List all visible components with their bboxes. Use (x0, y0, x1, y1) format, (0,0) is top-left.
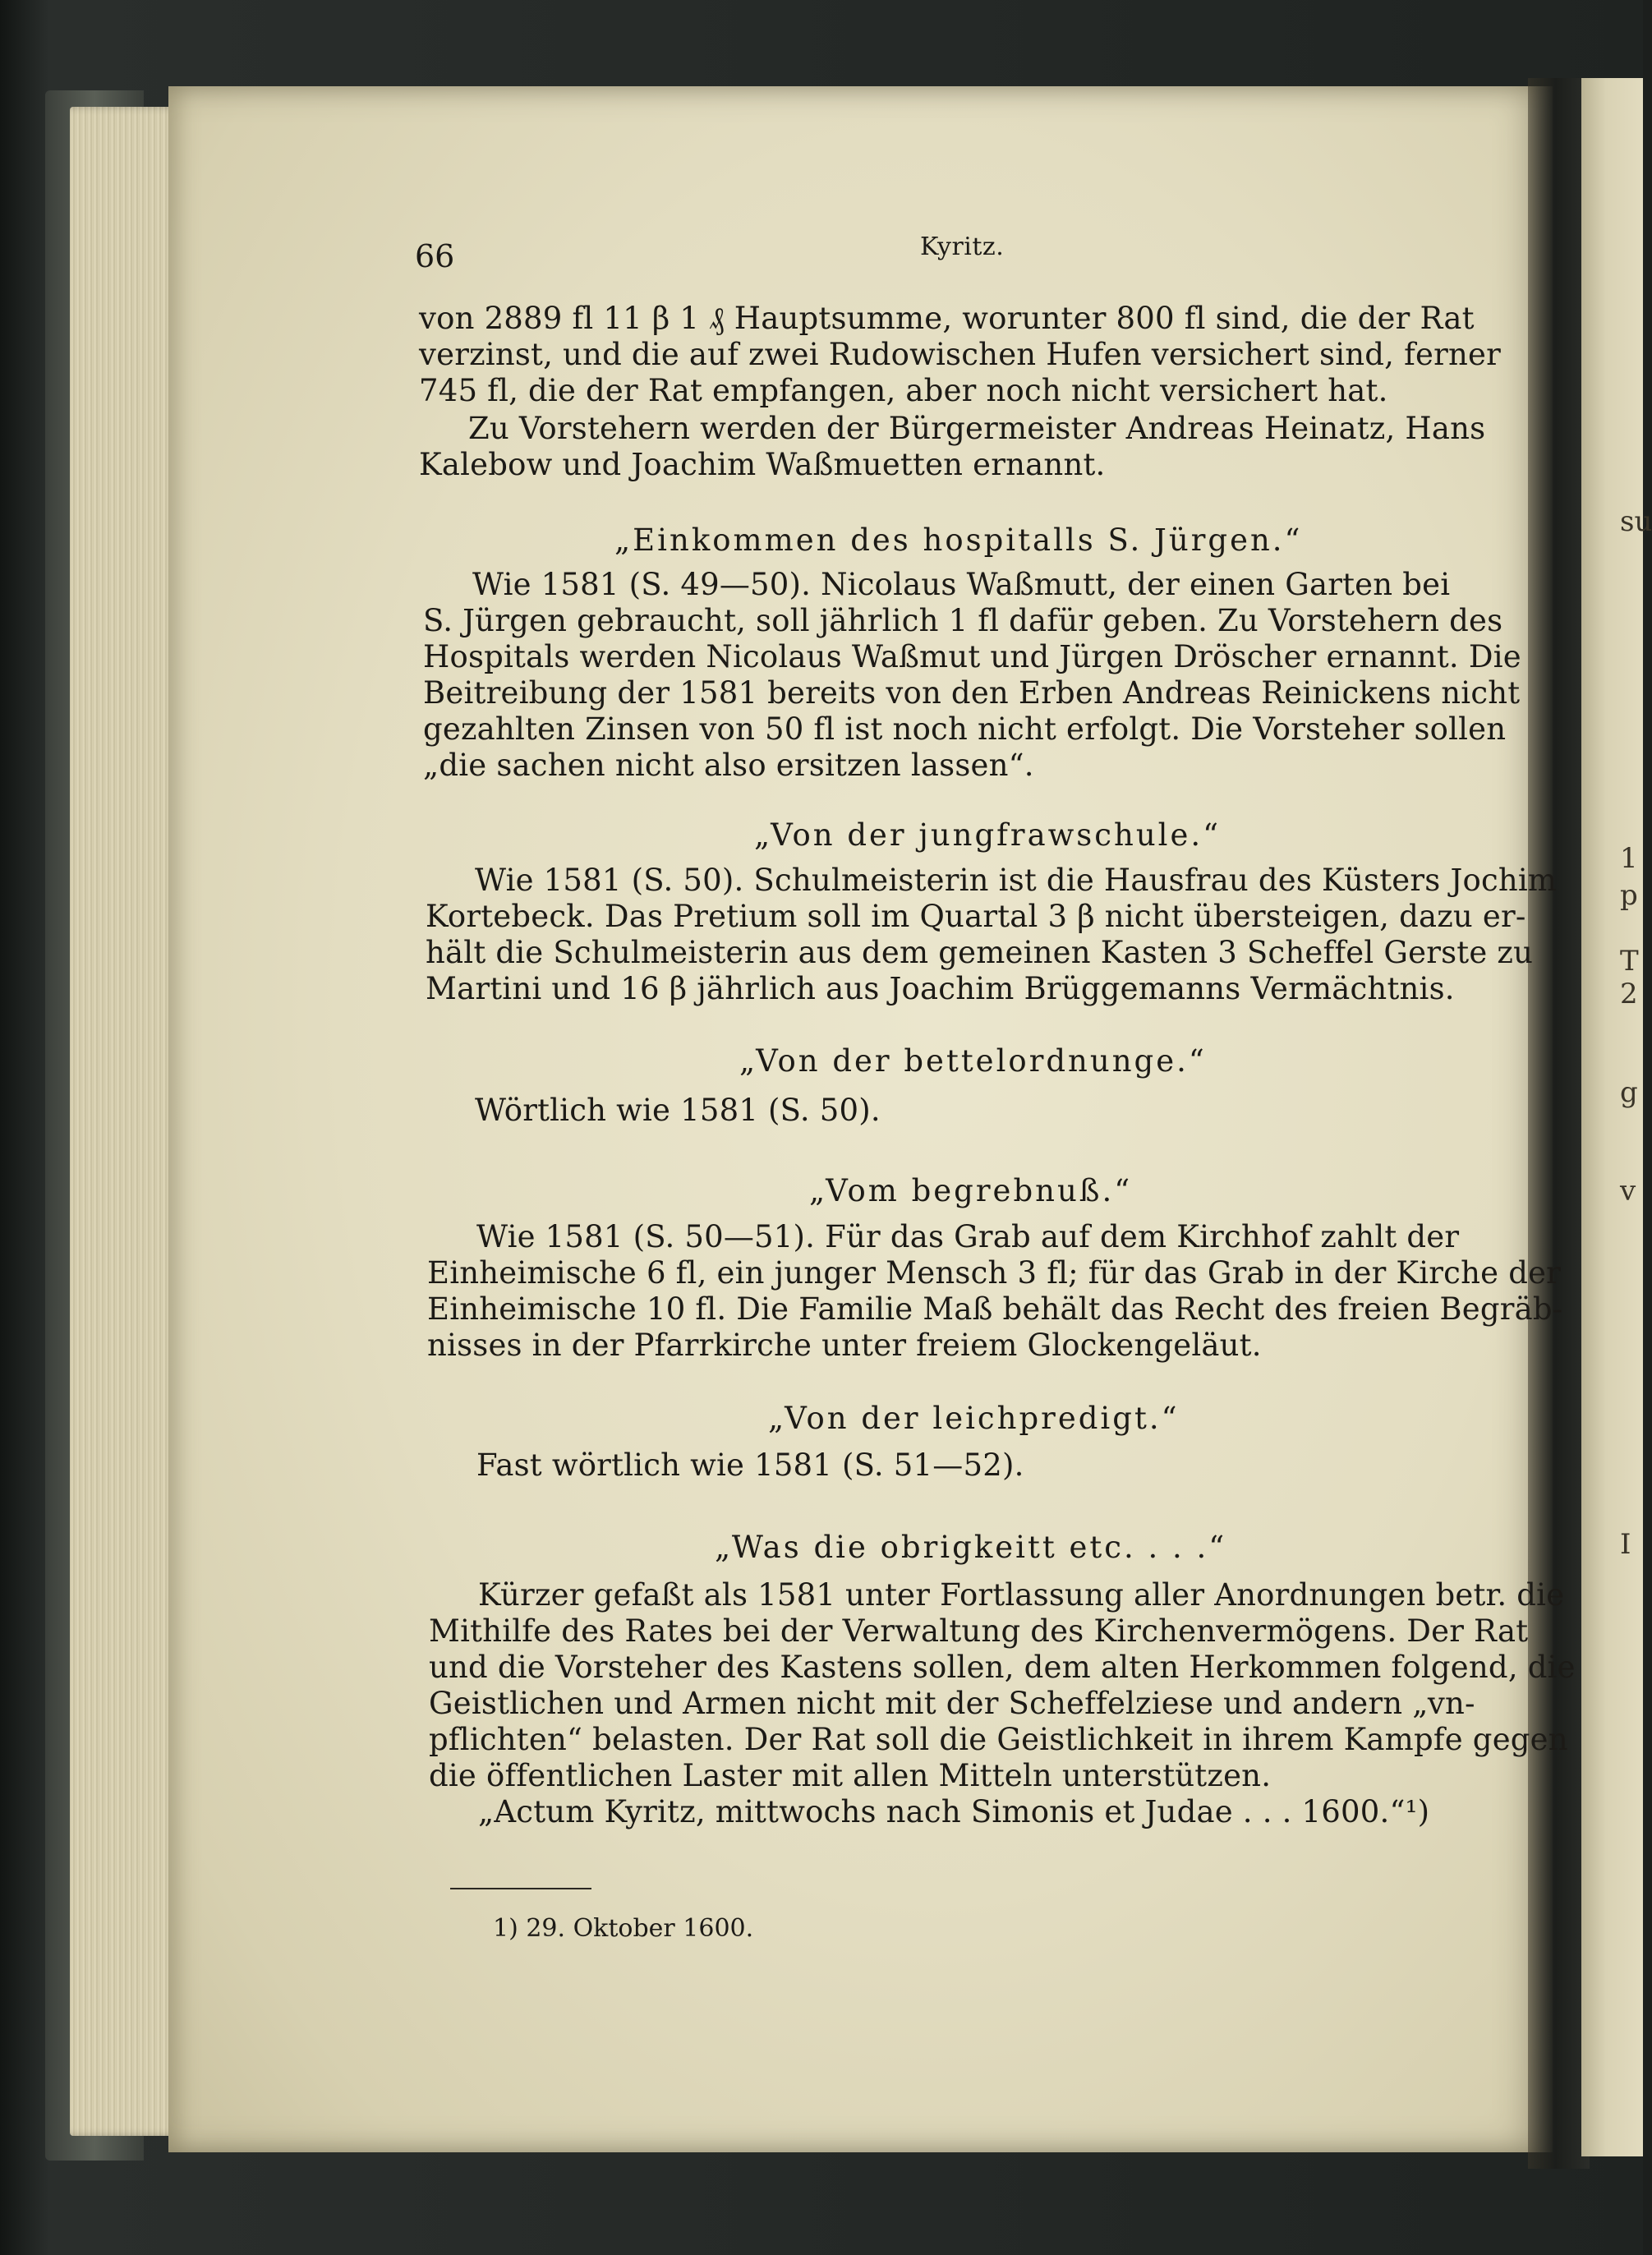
text-line: Kalebow und Joachim Waßmuetten ernannt. (419, 447, 1106, 482)
section-heading: „Von der leichpredigt.“ (768, 1401, 1180, 1436)
text-line: Wie 1581 (S. 49—50). Nicolaus Waßmutt, der einen Garten bei (472, 567, 1451, 602)
text-line: hält die Schulmeisterin aus dem gemeinen Kasten 3 Scheffel Gerste zu (426, 935, 1534, 970)
section-heading: „Was die obrigkeitt etc. . . .“ (715, 1530, 1227, 1565)
facing-fragment: su (1620, 505, 1652, 538)
footnote-rule (450, 1888, 591, 1889)
facing-fragment: p (1620, 879, 1638, 912)
text-line: Wie 1581 (S. 50—51). Für das Grab auf dem Kirchhof zahlt der (476, 1219, 1460, 1254)
section-heading: „Vom begrebnuß.“ (809, 1173, 1133, 1208)
facing-fragment: 1 (1620, 842, 1638, 875)
text-line: pflichten“ belasten. Der Rat soll die Geistlichkeit in ihrem Kampfe gegen (429, 1722, 1568, 1757)
facing-fragment: g (1620, 1076, 1638, 1109)
text-line: gezahlten Zinsen von 50 fl ist noch nicht erfolgt. Die Vorsteher sollen (423, 711, 1507, 747)
facing-fragment: T (1620, 945, 1639, 978)
text-line: Geistlichen und Armen nicht mit der Scheffelziese und andern „vn- (429, 1686, 1475, 1721)
text-line: und die Vorsteher des Kastens sollen, dem alten Herkommen folgend, die (429, 1650, 1576, 1685)
text-line: die öffentlichen Laster mit allen Mitteln unterstützen. (429, 1758, 1272, 1793)
section-heading: „Von der bettelordnunge.“ (739, 1043, 1207, 1079)
text-line: 745 fl, die der Rat empfangen, aber noch nicht versichert hat. (419, 373, 1388, 408)
text-line: Martini und 16 β jährlich aus Joachim Brüggemanns Vermächtnis. (426, 971, 1455, 1006)
page-number: 66 (415, 238, 455, 274)
facing-page (1581, 78, 1643, 2156)
running-head: Kyritz. (920, 232, 1005, 261)
footnote: 1) 29. Oktober 1600. (493, 1914, 754, 1943)
gutter-shadow (1528, 78, 1590, 2169)
facing-fragment: 2 (1620, 978, 1638, 1010)
text-line: S. Jürgen gebraucht, soll jährlich 1 fl dafür geben. Zu Vorstehern des (423, 603, 1503, 638)
text-line: Wie 1581 (S. 50). Schulmeisterin ist die Hausfrau des Küsters Jochim (475, 863, 1558, 898)
facing-fragment: v (1620, 1175, 1636, 1208)
section-heading: „Von der jungfrawschule.“ (754, 817, 1222, 853)
text-line: Einheimische 10 fl. Die Familie Maß behält das Recht des freien Begräb- (427, 1291, 1563, 1327)
text-line: Hospitals werden Nicolaus Waßmut und Jürgen Dröscher ernannt. Die (423, 639, 1521, 674)
text-line: „Actum Kyritz, mittwochs nach Simonis et Judae . . . 1600.“¹) (478, 1794, 1430, 1829)
text-line: „die sachen nicht also ersitzen lassen“. (423, 748, 1034, 783)
text-line: Einheimische 6 fl, ein junger Mensch 3 fl; für das Grab in der Kirche der (427, 1255, 1562, 1291)
text-line: Beitreibung der 1581 bereits von den Erben Andreas Reinickens nicht (423, 675, 1521, 711)
text-line: nisses in der Pfarrkirche unter freiem Glockengeläut. (427, 1328, 1262, 1363)
text-line: Kortebeck. Das Pretium soll im Quartal 3 β nicht übersteigen, dazu er- (426, 899, 1526, 934)
text-line: Mithilfe des Rates bei der Verwaltung des Kirchenvermögens. Der Rat (429, 1613, 1529, 1649)
text-line: Zu Vorstehern werden der Bürgermeister Andreas Heinatz, Hans (468, 411, 1486, 446)
text-line: Kürzer gefaßt als 1581 unter Fortlassung aller Anordnungen betr. die (478, 1577, 1565, 1613)
text-line: Fast wörtlich wie 1581 (S. 51—52). (476, 1447, 1024, 1483)
facing-fragment: I (1620, 1528, 1631, 1561)
text-line: verzinst, und die auf zwei Rudowischen Hufen versichert sind, ferner (419, 337, 1501, 372)
text-line: Wörtlich wie 1581 (S. 50). (475, 1093, 881, 1128)
section-heading: „Einkommen des hospitalls S. Jürgen.“ (614, 522, 1303, 558)
text-line: von 2889 fl 11 β 1 ₰ Hauptsumme, worunter 800 fl sind, die der Rat (419, 301, 1475, 336)
